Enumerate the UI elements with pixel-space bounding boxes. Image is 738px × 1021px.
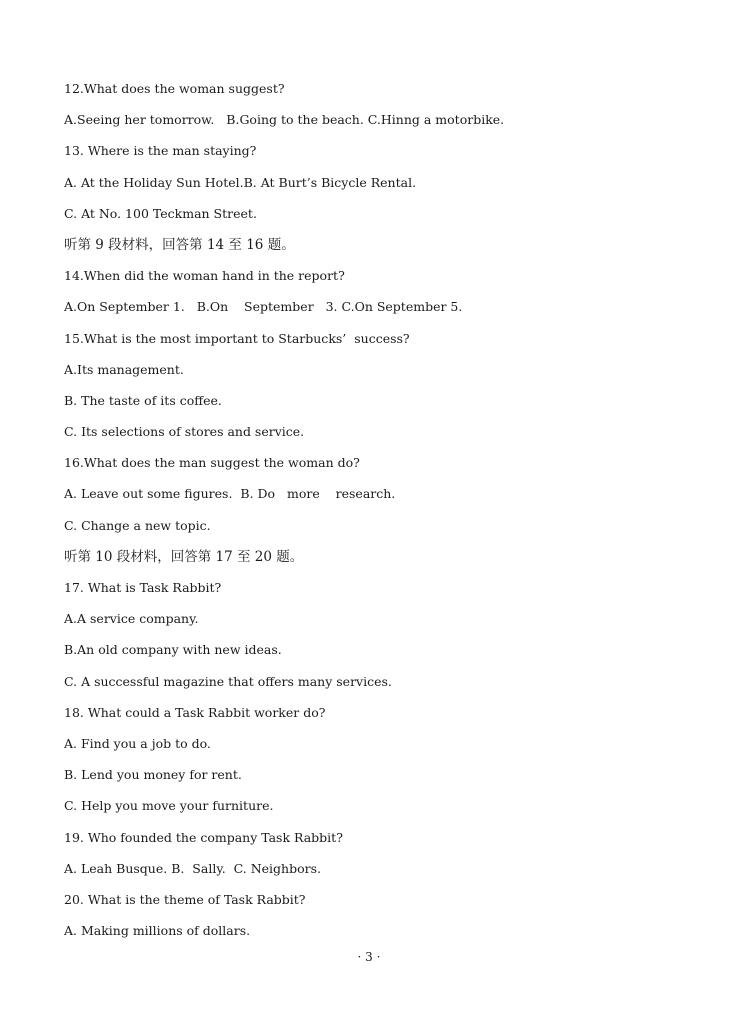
question-15-option-c: C. Its selections of stores and service. bbox=[64, 424, 305, 440]
question-14-options: A.On September 1. B.On September 3. C.On September 5. bbox=[64, 299, 463, 315]
question-17-option-a: A.A service company. bbox=[64, 611, 199, 627]
question-17: 17. What is Task Rabbit? bbox=[64, 580, 222, 595]
question-17-option-c: C. A successful magazine that offers many services. bbox=[64, 673, 392, 689]
page-number: · 3 · bbox=[357, 950, 381, 964]
question-13: 13. Where is the man staying? bbox=[64, 143, 257, 159]
question-15-option-b: B. The taste of its coffee. bbox=[64, 392, 222, 408]
question-13-option-c: C. At No. 100 Teckman Street. bbox=[64, 205, 257, 221]
question-15: 15.What is the most important to Starbucks’ success? bbox=[64, 330, 410, 346]
question-20: 20. What is the theme of Task Rabbit? bbox=[64, 891, 306, 907]
question-15-option-a: A.Its management. bbox=[64, 361, 184, 377]
question-18-option-b: B. Lend you money for rent. bbox=[64, 767, 242, 783]
question-18-option-a: A. Find you a job to do. bbox=[64, 735, 211, 751]
question-19: 19. Who founded the company Task Rabbit? bbox=[64, 829, 343, 845]
question-14: 14.When did the woman hand in the report? bbox=[64, 268, 345, 284]
question-16: 16.What does the man suggest the woman do? bbox=[64, 455, 360, 471]
question-17-option-b: B.An old company with new ideas. bbox=[64, 642, 282, 658]
question-12-options: A.Seeing her tomorrow. B.Going to the beach. C.Hinng a motorbike. bbox=[64, 112, 505, 128]
question-18: 18. What could a Task Rabbit worker do? bbox=[64, 704, 326, 720]
question-16-options-ab: A. Leave out some figures. B. Do more research. bbox=[64, 486, 396, 502]
question-12: 12.What does the woman suggest? bbox=[64, 81, 285, 96]
question-13-options-ab: A. At the Holiday Sun Hotel.B. At Burt’s Bicycle Rental. bbox=[64, 174, 417, 190]
section-heading-10: 听第 10 段材料，回答第 17 至 20 题。 bbox=[64, 548, 304, 565]
question-19-options: A. Leah Busque. B. Sally. C. Neighbors. bbox=[64, 860, 321, 876]
question-list bbox=[64, 79, 724, 952]
question-16-option-c: C. Change a new topic. bbox=[64, 517, 211, 533]
section-heading-9: 听第 9 段材料，回答第 14 至 16 题。 bbox=[64, 236, 295, 253]
question-18-option-c: C. Help you move your furniture. bbox=[64, 798, 274, 814]
question-20-option-a: A. Making millions of dollars. bbox=[64, 923, 251, 939]
